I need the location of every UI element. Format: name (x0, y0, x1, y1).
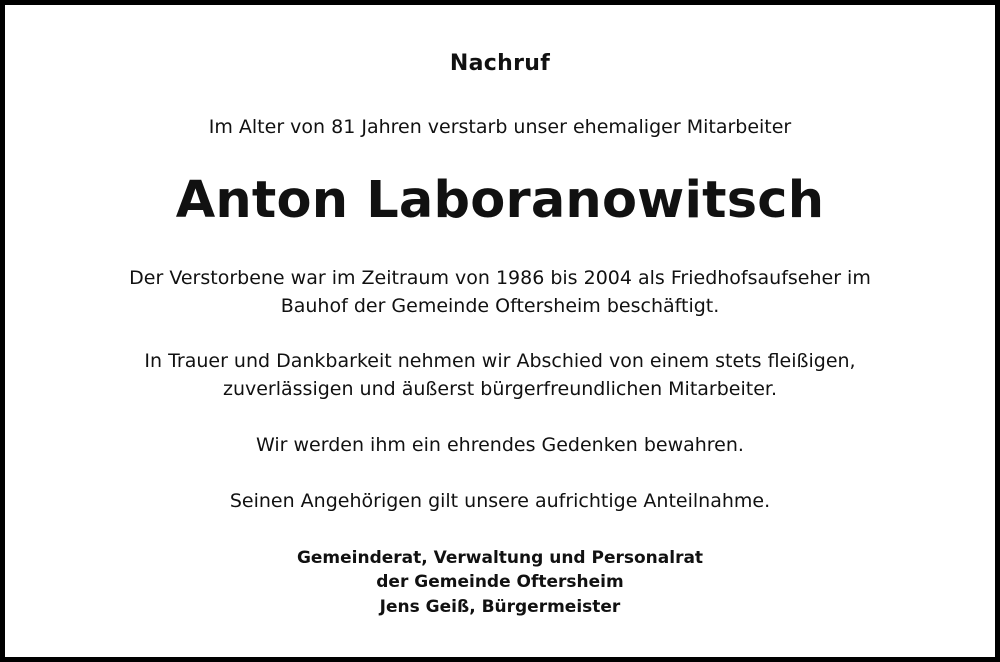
paragraph-line (5, 347, 995, 403)
deceased-name: Anton Laboranowitsch (175, 171, 825, 230)
notice-heading: Nachruf (449, 51, 551, 76)
paragraph-line (5, 264, 995, 320)
paragraph-line-1: In Trauer und Dankbarkeit nehmen wir Abschied von einem stets fleißigen, (144, 350, 856, 372)
paragraph-line-2: Bauhof der Gemeinde Oftersheim beschäftigt. (280, 295, 720, 317)
signature-line-3: Jens Geiß, Bürgermeister (379, 597, 621, 617)
paragraph-remembrance: Wir werden ihm ein ehrendes Gedenken bewahren. (256, 434, 744, 456)
signature-line-1: Gemeinderat, Verwaltung und Personalrat (296, 548, 704, 568)
paragraph-line-2: zuverlässigen und äußerst bürgerfreundlichen Mitarbeiter. (222, 378, 778, 400)
intro-text: Im Alter von 81 Jahren verstarb unser ehemaliger Mitarbeiter (208, 116, 792, 138)
signature-line-2: der Gemeinde Oftersheim (376, 572, 624, 592)
paragraph-condolence: Seinen Angehörigen gilt unsere aufrichtige Anteilnahme. (229, 490, 771, 512)
paragraph-line-1: Der Verstorbene war im Zeitraum von 1986 bis 2004 als Friedhofsaufseher im (129, 267, 871, 289)
